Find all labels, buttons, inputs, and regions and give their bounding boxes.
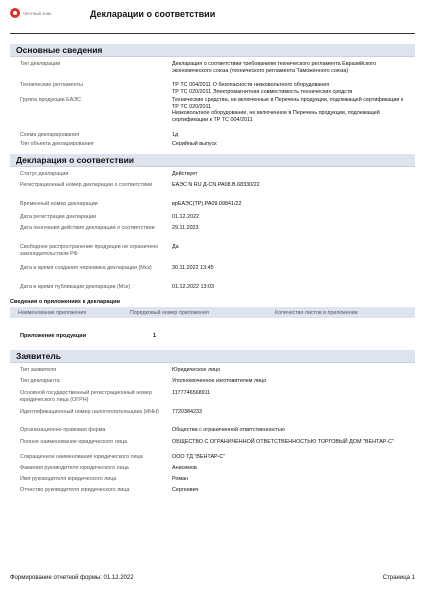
page-footer xyxy=(10,575,415,581)
appendix-number: 1 xyxy=(153,333,157,339)
field-label: Тип декларанта xyxy=(20,378,60,384)
field-value: Роман xyxy=(172,476,189,482)
field-value: Технические средства, не включенные в Перечень продукции, подлежащей сертификации к ТР ТС 020/2011 Низковольтное оборудование, не включенное в Перечень продукции, подлежащей сертификации к ТР ТС 004/2011 xyxy=(172,97,404,123)
field-label: Регистрационный номер декларации о соответствии xyxy=(20,182,153,188)
main-info-rows xyxy=(10,57,415,154)
column-header-name: Наименование приложения xyxy=(18,309,87,316)
field-label: Дата окончания действия декларации о соответствии xyxy=(20,225,155,231)
field-value: 01.12.2022 13:03 xyxy=(172,284,214,290)
field-value: 30.11.2022 13:45 xyxy=(172,265,214,271)
report-date: Формирование отчетной формы: 01.12.2022 xyxy=(10,575,134,581)
field-value: 29.11.2023 xyxy=(172,225,199,231)
field-row-full-name xyxy=(10,439,415,454)
logo-text: Честный знак xyxy=(23,10,52,16)
applicant-rows xyxy=(10,363,415,497)
section-header-applicant: Заявитель xyxy=(10,350,415,363)
field-row-status xyxy=(10,171,415,182)
field-value: Декларация о соответствии требованиям технического регламента Евразийского экономического союза (технического регламента Таможенного союза) xyxy=(172,61,376,74)
field-row-declarant-type xyxy=(10,378,415,390)
appendix-name: Приложение продукции xyxy=(20,333,87,339)
field-label: Тип декларации xyxy=(20,61,61,67)
field-label: Дата регистрации декларации xyxy=(20,214,96,220)
field-value: ОБЩЕСТВО С ОГРАНИЧЕННОЙ ОТВЕТСТВЕННОСТЬЮ ТОРГОВЫЙ ДОМ "ВЕНТАР-С" xyxy=(172,439,394,445)
field-row-reg-date xyxy=(10,214,415,225)
field-value: Общества с ограниченной ответственностью xyxy=(172,427,285,433)
logo-icon xyxy=(10,8,20,18)
field-value: Действует xyxy=(172,171,198,177)
field-label: Сокращенное наименование юридического лица xyxy=(20,454,143,460)
field-row-ogrn xyxy=(10,390,415,409)
field-label: Основной государственный регистрационный номер юридического лица (ОГРН) xyxy=(20,390,152,403)
field-value: ТР ТС 004/2011 О безопасности низковольтного оборудования ТР ТС 020/2011 Электромагнитная совместимость технических средств xyxy=(172,82,353,95)
field-row-inn xyxy=(10,409,415,427)
field-label: Фамилия руководителя юридического лица xyxy=(20,465,129,471)
field-label: Имя руководителя юридического лица xyxy=(20,476,117,482)
field-label: Дата и время публикации декларации (Мск) xyxy=(20,284,131,290)
field-value: 1177746568911 xyxy=(172,390,211,396)
declaration-rows xyxy=(10,167,415,296)
field-row-temp-number xyxy=(10,201,415,214)
field-value: 7720384233 xyxy=(172,409,202,415)
field-row-declaration-type xyxy=(10,61,415,82)
field-value: Да xyxy=(172,244,179,250)
field-row-publish-date xyxy=(10,284,415,294)
appendices-heading: Сведения о приложениях к декларации xyxy=(10,299,120,305)
field-row-free-distribution xyxy=(10,244,415,265)
field-label: Технические регламенты xyxy=(20,82,83,88)
page-header xyxy=(0,0,425,36)
field-row-draft-date xyxy=(10,265,415,284)
field-row-scheme xyxy=(10,132,415,141)
field-value: врЕАЭС(ТР).PA09.09841/22 xyxy=(172,201,242,207)
field-label: Группа продукции ЕАЭС xyxy=(20,97,82,103)
field-row-short-name xyxy=(10,454,415,465)
field-value: Сергеевич xyxy=(172,487,199,493)
section-header-main-info: Основные сведения xyxy=(10,44,415,57)
appendices-table-header xyxy=(10,307,415,318)
field-value: Анисимов xyxy=(172,465,197,471)
field-label: Статус декларации xyxy=(20,171,69,177)
column-header-sheets: Количество листов в приложении xyxy=(275,309,358,316)
field-row-end-date xyxy=(10,225,415,244)
field-label: Схема декларирования xyxy=(20,132,80,138)
field-row-tech-regulations xyxy=(10,82,415,97)
field-row-legal-form xyxy=(10,427,415,439)
page-title: Декларации о соответствии xyxy=(90,9,216,19)
table-row xyxy=(10,331,415,341)
field-row-head-surname xyxy=(10,465,415,476)
field-value: Серийный выпуск xyxy=(172,141,217,147)
logo xyxy=(10,8,90,18)
section-header-declaration: Декларация о соответствии xyxy=(10,154,415,167)
field-label: Организационно-правовая форма xyxy=(20,427,106,433)
header-divider xyxy=(10,33,415,34)
field-row-applicant-type xyxy=(10,367,415,378)
field-value: Юридическое лицо xyxy=(172,367,221,373)
field-label: Тип объекта декларирования xyxy=(20,141,94,147)
field-label: Идентификационный номер налогоплательщика (ИНН) xyxy=(20,409,159,415)
field-label: Временный номер декларации xyxy=(20,201,98,207)
field-row-product-group xyxy=(10,97,415,132)
page-number: Страница 1 xyxy=(382,575,415,581)
field-label: Полное наименование юридического лица xyxy=(20,439,128,445)
field-value: 01.12.2022 xyxy=(172,214,199,220)
field-row-reg-number xyxy=(10,182,415,201)
field-value: ЕАЭС N RU Д-CN.PA08.B.68330/22 xyxy=(172,182,260,188)
field-label: Дата и время создания черновика декларации (Мск) xyxy=(20,265,152,271)
field-value: 1д xyxy=(172,132,179,138)
field-value: ООО ТД "ВЕНТАР-С" xyxy=(172,454,226,460)
field-row-head-patronymic xyxy=(10,487,415,497)
field-value: Уполномоченное изготовителем лицо xyxy=(172,378,267,384)
field-label: Отчество руководителя юридического лица xyxy=(20,487,130,493)
field-row-head-name xyxy=(10,476,415,487)
field-label: Свободное распространение продукции не ограничено законодательством РФ xyxy=(20,244,159,257)
column-header-number: Порядковый номер приложения xyxy=(130,309,209,316)
field-row-object-type xyxy=(10,141,415,150)
field-label: Тип заявителя xyxy=(20,367,57,373)
